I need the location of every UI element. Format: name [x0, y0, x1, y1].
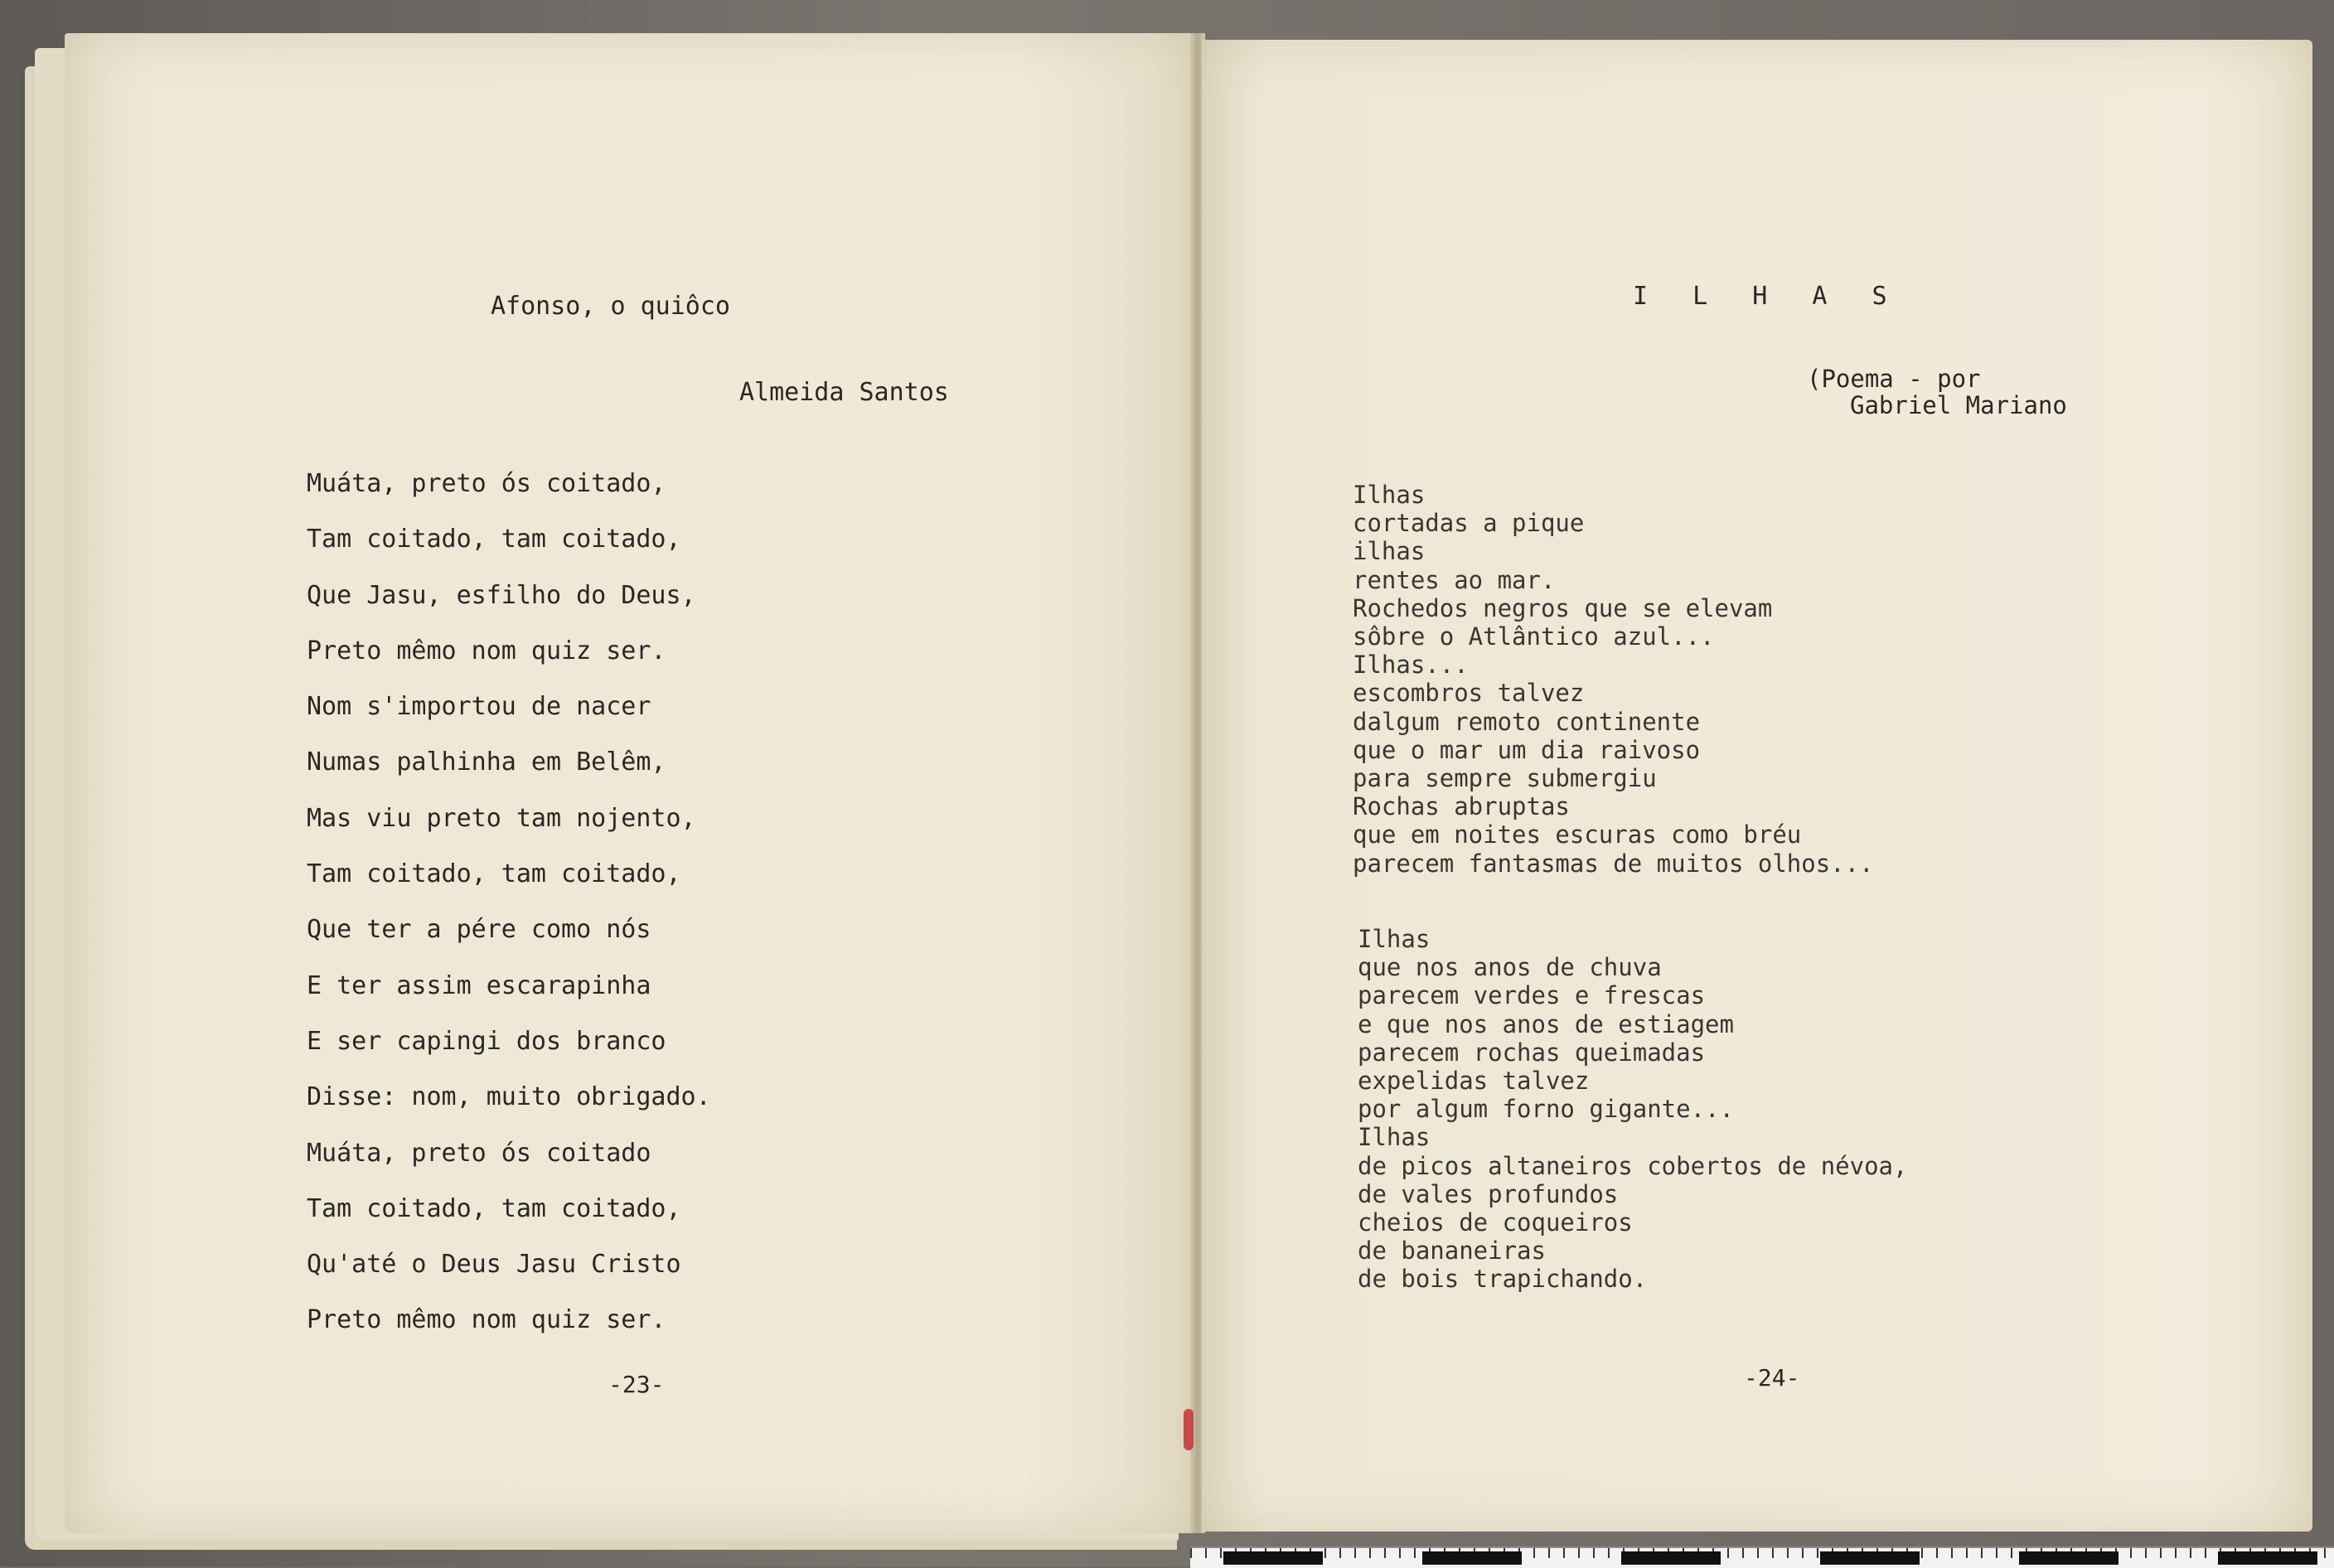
stanza-1-line: Rochas abruptas [1353, 792, 1570, 821]
stanza-2-line: parecem verdes e frescas [1358, 981, 1706, 1010]
left-poem-body [307, 456, 711, 1348]
left-poem-author: Almeida Santos [739, 378, 949, 407]
stanza-1-line: Rochedos negros que se elevam [1353, 593, 1773, 622]
right-page-number: -24- [1744, 1364, 1800, 1391]
left-poem-line: Disse: nom, muito obrigado. [307, 1082, 711, 1112]
stanza-2-line: que nos anos de chuva [1358, 953, 1662, 982]
right-poem-subtitle: (Poema - por [1807, 365, 1981, 393]
left-poem-line: Que Jasu, esfilho do Deus, [307, 580, 696, 610]
stanza-1-line: que o mar um dia raivoso [1353, 735, 1701, 764]
stanza-2-line: e que nos anos de estiagem [1358, 1009, 1734, 1038]
right-poem-stanza-2 [1358, 925, 1907, 1294]
stanza-2-line: Ilhas [1358, 1123, 1431, 1152]
left-poem-line: E ter assim escarapinha [307, 970, 651, 1000]
right-poem-author: Gabriel Mariano [1850, 391, 2067, 419]
stanza-1-line: rentes ao mar. [1353, 565, 1556, 594]
scale-ruler [1190, 1546, 2334, 1568]
right-poem-stanza-1 [1353, 481, 1874, 878]
left-poem-line: Tam coitado, tam coitado, [307, 1193, 681, 1223]
left-poem-line: Qu'até o Deus Jasu Cristo [307, 1250, 681, 1280]
left-poem-line: Muáta, preto ós coitado, [307, 469, 666, 498]
stanza-1-line: sôbre o Atlântico azul... [1353, 622, 1715, 651]
left-poem-line: Que ter a pére como nós [307, 915, 651, 945]
stanza-2-line: de bois trapichando. [1358, 1265, 1648, 1294]
left-poem-line: Mas viu preto tam nojento, [307, 803, 696, 833]
stanza-2-line: de vales profundos [1358, 1179, 1619, 1208]
left-poem-title: Afonso, o quiôco [491, 292, 730, 321]
stanza-1-line: para sempre submergiu [1353, 764, 1657, 793]
stanza-1-line: parecem fantasmas de muitos olhos... [1353, 849, 1874, 878]
stanza-1-line: cortadas a pique [1353, 509, 1585, 538]
right-poem-title: I L H A S [1633, 282, 1902, 311]
stanza-1-line: que em noites escuras como bréu [1353, 820, 1802, 849]
stanza-2-line: cheios de coqueiros [1358, 1208, 1633, 1237]
stanza-2-line: por algum forno gigante... [1358, 1095, 1734, 1124]
stanza-1-line: ilhas [1353, 537, 1426, 566]
left-poem-line: Numas palhinha em Belêm, [307, 748, 666, 777]
left-poem-line: Muáta, preto ós coitado [307, 1138, 651, 1168]
stanza-2-line: Ilhas [1358, 925, 1431, 953]
stanza-2-line: de picos altaneiros cobertos de névoa, [1358, 1151, 1908, 1180]
stanza-2-line: parecem rochas queimadas [1358, 1038, 1706, 1067]
stanza-1-line: dalgum remoto continente [1353, 707, 1701, 736]
left-page-number: -23- [608, 1371, 665, 1398]
left-poem-line: Preto mêmo nom quiz ser. [307, 636, 666, 665]
stanza-1-line: Ilhas... [1353, 651, 1469, 680]
left-poem-line: Preto mêmo nom quiz ser. [307, 1305, 666, 1335]
left-poem-line: Tam coitado, tam coitado, [307, 525, 681, 554]
stanza-2-line: de bananeiras [1358, 1236, 1546, 1266]
left-poem-line: Nom s'importou de nacer [307, 692, 651, 722]
stanza-1-line: Ilhas [1353, 481, 1426, 509]
left-poem-line: E ser capingi dos branco [307, 1026, 666, 1056]
stanza-2-line: expelidas talvez [1358, 1067, 1590, 1096]
stanza-1-line: escombros talvez [1353, 679, 1585, 708]
left-poem-line: Tam coitado, tam coitado, [307, 859, 681, 889]
red-mark [1184, 1409, 1194, 1450]
